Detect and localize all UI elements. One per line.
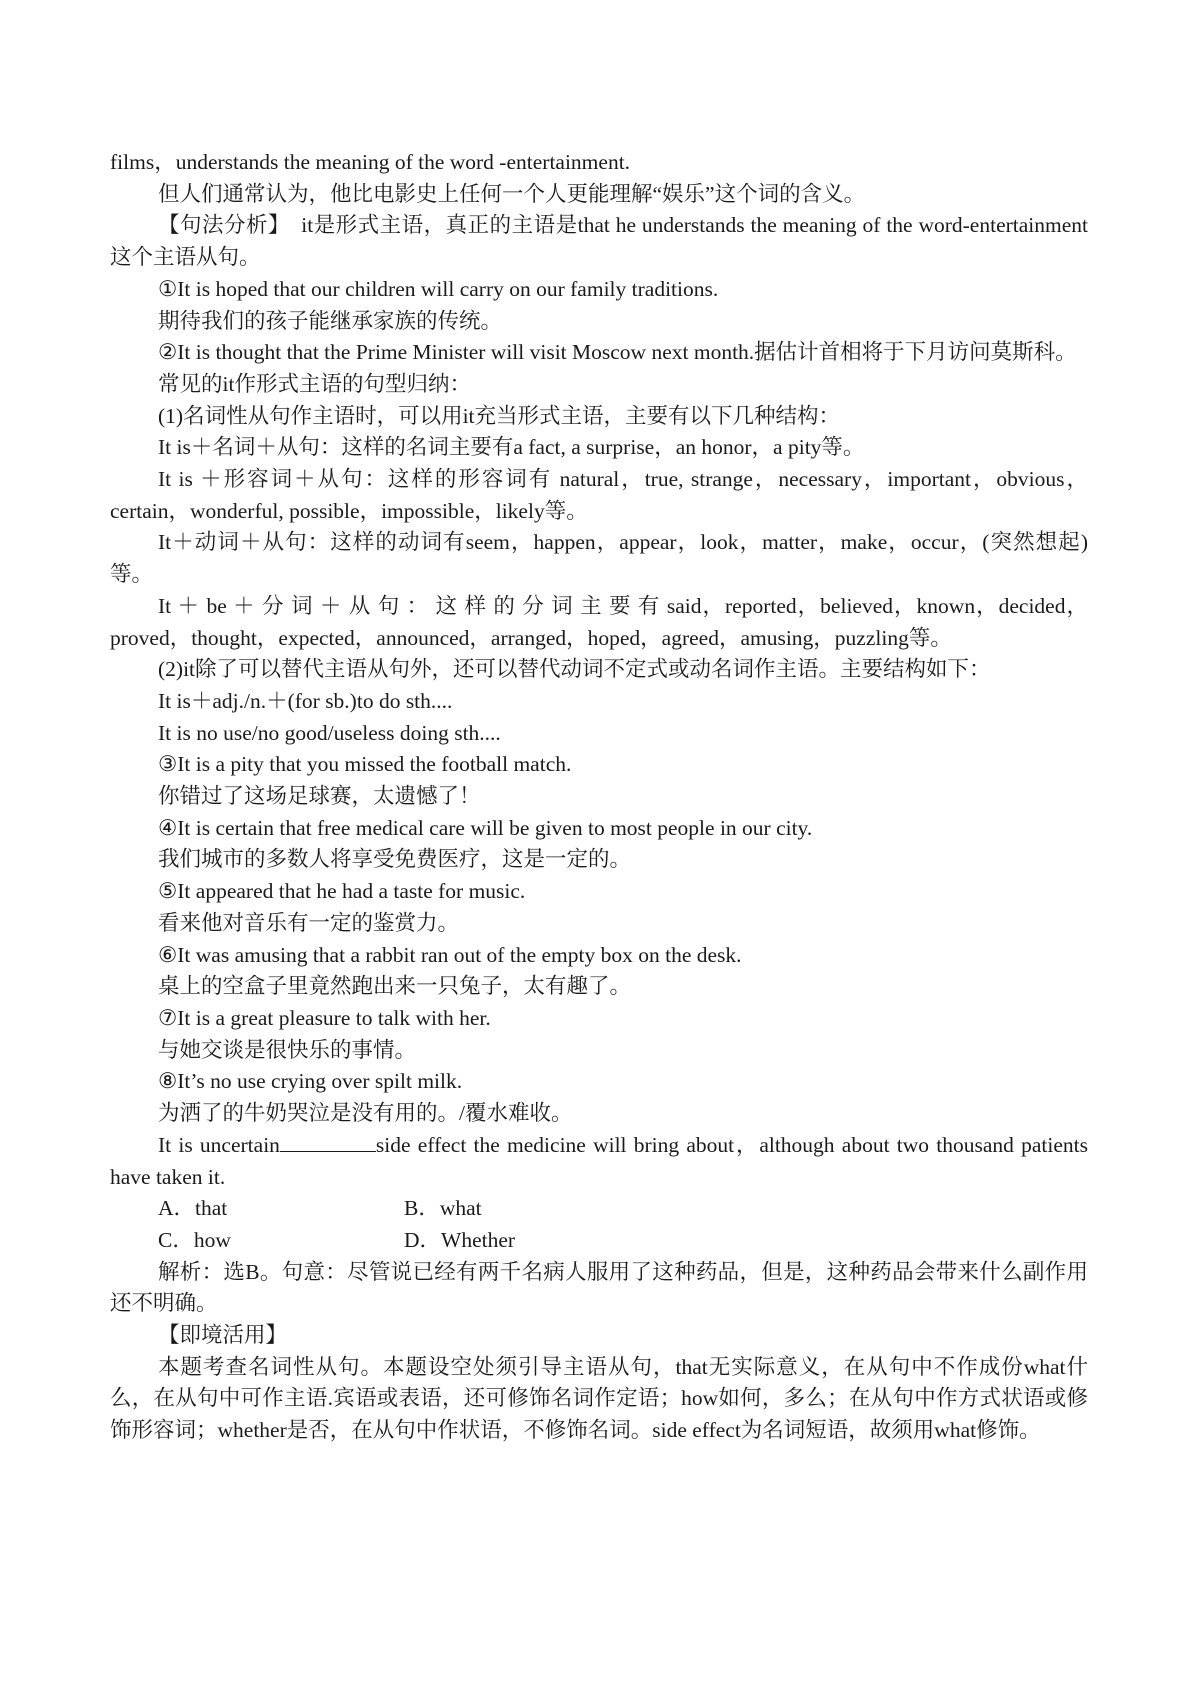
example-sentence: ⑥It was amusing that a rabbit ran out of the empty box on the desk.	[158, 942, 742, 967]
answer-explanation: 解析：选B。句意：尽管说已经有两千名病人服用了这种药品，但是，这种药品会带来什么副作用还不明确。	[110, 1259, 1088, 1316]
answer-explanation: 本题考查名词性从句。本题设空处须引导主语从句，that无实际意义，在从句中不作成份what什么，在从句中可作主语.宾语或表语，还可修饰名词作定语；how如何，多么；在从句中作方式状语或修饰形容词；whether是否，在从句中作状语，不修饰名词。side effect为名词短语，故须用what修饰。	[110, 1354, 1088, 1443]
rule-text: It ＋ be ＋ 分 词 ＋ 从 句 ： 这 样 的 分 词 主 要 有 said，reported，believed，known，decided，proved，thought，expected，announced，arranged，hoped，agreed，amusing，puzzling等。	[110, 593, 1088, 650]
rule-text: It＋动词＋从句：这样的动词有seem，happen，appear，look，matter，make，occur，(突然想起)等。	[110, 530, 1088, 587]
question-text-before: It is uncertain	[158, 1132, 280, 1157]
section-heading: 【即境活用】	[158, 1323, 288, 1348]
translation: 看来他对音乐有一定的鉴赏力。	[158, 910, 460, 935]
exercise-question	[110, 1130, 1088, 1193]
option-b: B．what	[404, 1196, 482, 1221]
translation: 期待我们的孩子能继承家族的传统。	[158, 308, 503, 333]
option-c: C．how	[158, 1227, 231, 1252]
rule-text: It is＋名词＋从句：这样的名词主要有a fact, a surprise，an honor，a pity等。	[158, 435, 865, 460]
answer-blank	[280, 1131, 376, 1151]
example-sentence: ②It is thought that the Prime Minister will visit Moscow next month.据估计首相将于下月访问莫斯科。	[158, 340, 1077, 365]
example-sentence: ④It is certain that free medical care will be given to most people in our city.	[158, 815, 813, 840]
example-sentence: ⑤It appeared that he had a taste for music.	[158, 879, 526, 904]
pattern-line: It is no use/no good/useless doing sth....	[158, 720, 501, 745]
question-text-after: side effect the medicine will bring about，although about two thousand patients have taken it.	[110, 1132, 1088, 1189]
translation: 为洒了的牛奶哭泣是没有用的。/覆水难收。	[158, 1101, 573, 1126]
options-row-2	[110, 1225, 1088, 1257]
option-d: D．Whether	[404, 1227, 516, 1252]
example-sentence: ⑧It’s no use crying over spilt milk.	[158, 1069, 463, 1094]
section-heading: 常见的it作形式主语的句型归纳：	[158, 371, 471, 396]
rule-text: It is ＋形容词＋从句：这样的形容词有 natural，true, strange，necessary，important，obvious，certain，wonderful, possible，impossible，likely等。	[110, 467, 1088, 523]
rule-text: (1)名词性从句作主语时，可以用it充当形式主语，主要有以下几种结构：	[158, 403, 841, 428]
example-sentence: ①It is hoped that our children will carry on our family traditions.	[158, 276, 719, 301]
translation: 与她交谈是很快乐的事情。	[158, 1037, 417, 1062]
translation: 你错过了这场足球赛，太遗憾了！	[158, 784, 481, 809]
option-a: A．that	[158, 1196, 228, 1221]
translation: 我们城市的多数人将享受免费医疗，这是一定的。	[158, 847, 632, 872]
pattern-line: It is＋adj./n.＋(for sb.)to do sth....	[158, 688, 453, 713]
document-body	[110, 147, 1088, 1447]
text-line: 但人们通常认为，他比电影史上任何一个人更能理解“娱乐”这个词的含义。	[158, 181, 866, 206]
example-sentence: ⑦It is a great pleasure to talk with her.	[158, 1005, 491, 1030]
example-sentence: ③It is a pity that you missed the football match.	[158, 752, 572, 777]
options-row-1	[110, 1193, 1088, 1225]
text-line: films，understands the meaning of the word -entertainment.	[110, 150, 631, 174]
rule-text: (2)it除了可以替代主语从句外，还可以替代动词不定式或动名词作主语。主要结构如下：	[158, 657, 991, 682]
translation: 桌上的空盒子里竟然跑出来一只兔子，太有趣了。	[158, 974, 632, 999]
text-line: 【句法分析】 it是形式主语，真正的主语是that he understands the meaning of the word-entertainment这个主语从句。	[110, 213, 1088, 270]
